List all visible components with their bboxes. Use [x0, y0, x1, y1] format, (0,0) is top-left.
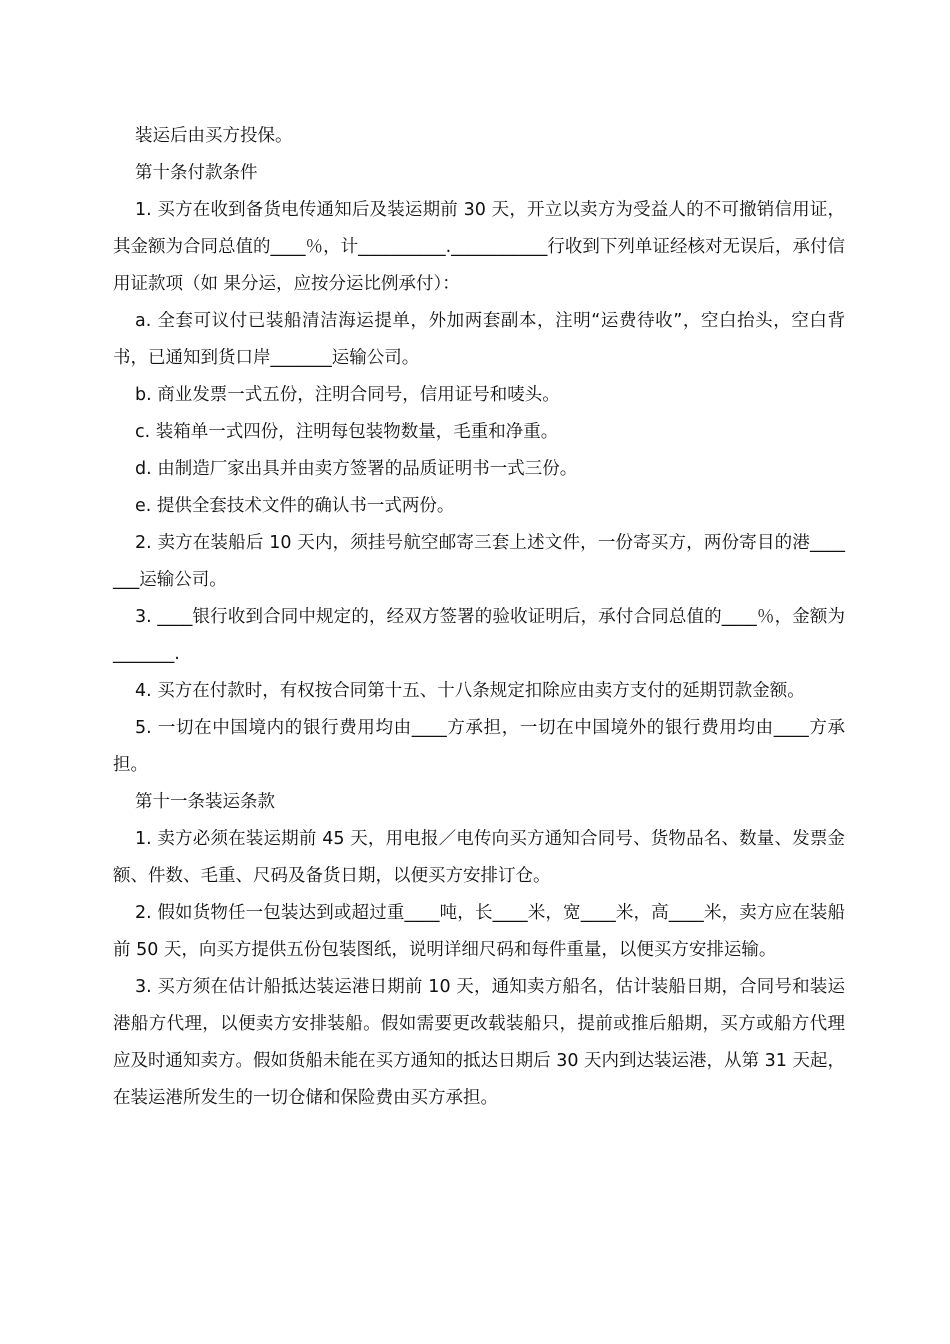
clause-11-1: 1. 卖方必须在装运期前 45 天，用电报／电传向买方通知合同号、货物品名、数量、发票金额、件数、毛重、尺码及备货日期，以便买方安排订仓。 — [113, 829, 845, 886]
clause-10-1-b: b. 商业发票一式五份，注明合同号，信用证号和唛头。 — [135, 385, 560, 405]
clause-11-2: 2. 假如货物任一包装达到或超过重____吨，长____米，宽____米，高____米，卖方应在装船前 50 天，向买方提供五份包装图纸，说明详细尺码和每件重量，以便买方安排运输。 — [113, 903, 845, 960]
paragraph-insurance-note: 装运后由买方投保。 — [135, 126, 293, 146]
clause-10-1-d: d. 由制造厂家出具并由卖方签署的品质证明书一式三份。 — [135, 459, 578, 479]
clause-10-1: 1. 买方在收到备货电传通知后及装运期前 30 天，开立以卖方为受益人的不可撤销信用证，其金额为合同总值的____％，计__________.___________行收到下列单证经核对无误后，承付信用证款项（如 果分运，应按分运比例承付）： — [113, 200, 845, 294]
article-10-heading: 第十条付款条件 — [135, 163, 258, 183]
clause-10-4: 4. 买方在付款时，有权按合同第十五、十八条规定扣除应由卖方支付的延期罚款金额。 — [135, 681, 805, 701]
clause-10-3: 3. ____银行收到合同中规定的，经双方签署的验收证明后，承付合同总值的____％，金额为_______. — [113, 607, 845, 664]
clause-10-2: 2. 卖方在装船后 10 天内，须挂号航空邮寄三套上述文件，一份寄买方，两份寄目的港_______运输公司。 — [113, 533, 845, 590]
clause-10-1-a: a. 全套可议付已装船清洁海运提单，外加两套副本，注明“运费待收”，空白抬头，空白背书，已通知到货口岸_______运输公司。 — [113, 311, 845, 368]
clause-10-1-e: e. 提供全套技术文件的确认书一式两份。 — [135, 496, 455, 516]
article-11-heading: 第十一条装运条款 — [135, 792, 275, 812]
document-page — [113, 118, 845, 1117]
clause-10-1-c: c. 装箱单一式四份，注明每包装物数量，毛重和净重。 — [135, 422, 559, 442]
clause-11-3: 3. 买方须在估计船抵达装运港日期前 10 天，通知卖方船名，估计装船日期，合同号和装运港船方代理，以便卖方安排装船。假如需要更改载装船只，提前或推后船期，买方或船方代理应及时通知卖方。假如货船未能在买方通知的抵达日期后 30 天内到达装运港，从第 31 天起，在装运港所发生的一切仓储和保险费由买方承担。 — [113, 977, 845, 1108]
clause-10-5: 5. 一切在中国境内的银行费用均由____方承担，一切在中国境外的银行费用均由____方承担。 — [113, 718, 845, 775]
